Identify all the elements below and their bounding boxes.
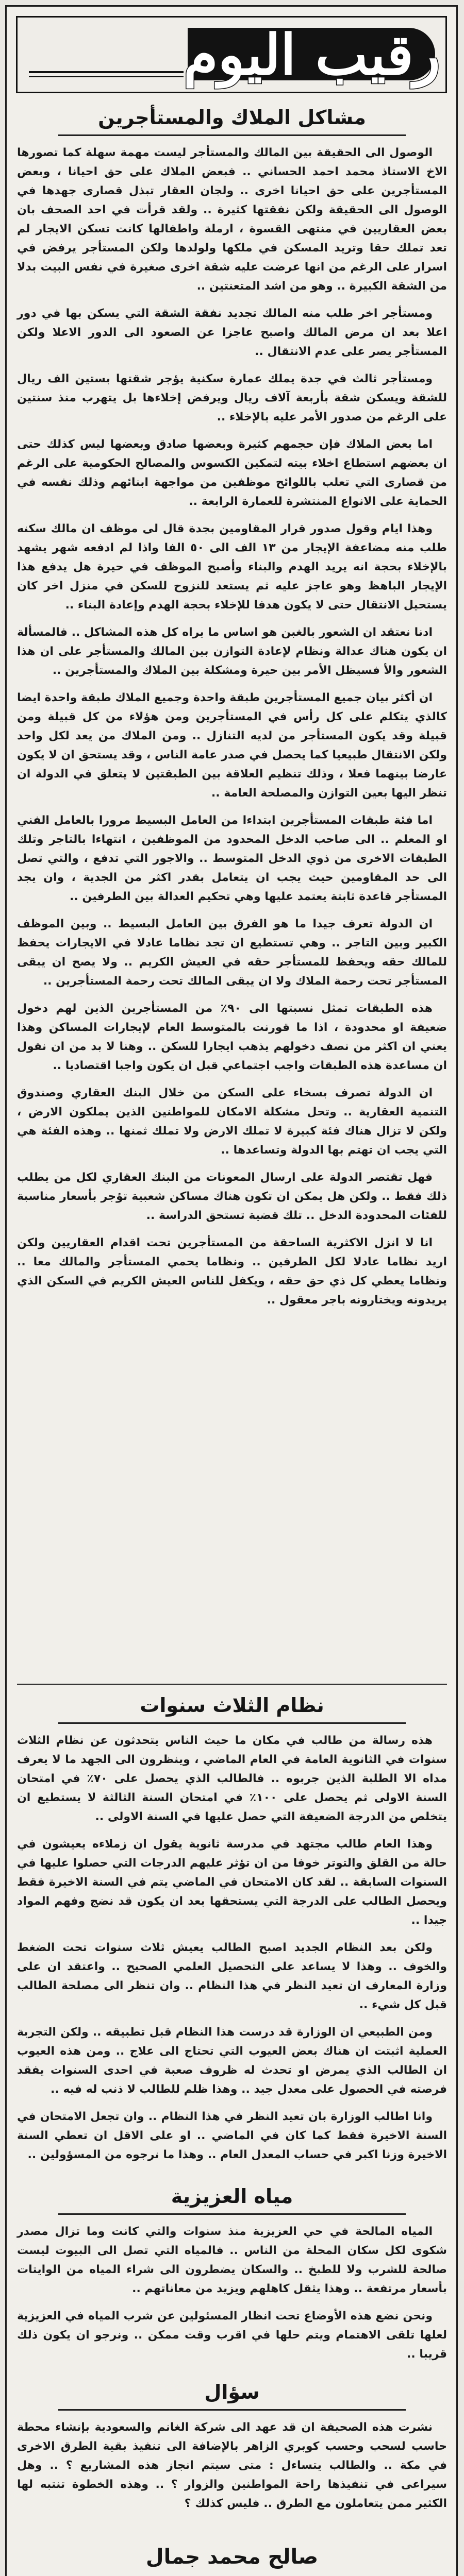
article-paragraph: فهل تقتصر الدولة على ارسال المعونات من البنك العقاري لكل من يطلب ذلك فقط .. ولكن هل يمكن ان تكون هناك مساكن شعبية تؤجر بأسعار مناسبة للفئات المحدودة الدخل .. تلك قضية تستحق الدراسة .. [17, 1171, 447, 1222]
article-three-years [17, 1692, 447, 2173]
article-paragraph: اما فئة طبقات المستأجرين ابتداءا من العامل البسيط مرورا بالعامل الفني او المعلم .. الى صاحب الدخل المحدود من الموظفين ، انتهاءا بالتاجر وتلك الطبقات الاخرى من ذوي الدخل المتوسط .. والاجور التي تدفع ، والتي تصل الى حد المقاومين حيث يجب ان يتعامل بقدر اكثر من الجدية ، وان يجد المستأجر قاعدة ثابتة يعتمد عليها وهي تحكيم العدالة بين الطرفين .. [17, 814, 447, 903]
article-paragraph: ومستأجر ثالث في جدة يملك عمارة سكنية يؤجر شقتها بستين الف ريال للشقة ويسكن شقة بأربعة آلاف ريال ويرفض إخلاءها بل يتهرب منذ سنتين على الرغم من صدور الأمر عليه بالإخلاء .. [17, 372, 447, 423]
heading-underline [58, 2213, 406, 2215]
section-divider [17, 1684, 447, 1685]
article-paragraph: ادنا نعتقد ان الشعور بالغبن هو اساس ما يراه كل هذه المشاكل .. فالمسألة ان يكون هناك عدالة ونظام لإعادة التوازن بين المالك والمستأجر على ان هذا الشعور والأ فسيظل الأمر بين حيرة ومشكلة بين الملاك والمستأجرين .. [17, 626, 447, 677]
article-aziziyah-water [17, 2183, 447, 2372]
heading-underline [58, 2409, 406, 2411]
article-paragraph: ونحن نضع هذه الأوضاع تحت انظار المسئولين عن شرب المياه في العزيزية لعلها تلقى الاهتمام ويتم حلها في اقرب وقت ممكن .. ونرجو ان يكون ذلك قريبا .. [17, 2310, 447, 2361]
article-paragraph: هذه الطبقات تمثل نسبتها الى ٩٠٪ من المستأجرين الذين لهم دخول ضعيفة او محدودة ، اذا ما قورنت بالمتوسط العام لإيجارات المساكن وهذا يعني ان اكثر من نصف دخولهم يذهب ايجارا للسكن .. وهنا لا بد من ان نقول ان مساعدة هذه الطبقات واجب اجتماعي قبل ان يكون واجبا اقتصاديا .. [17, 1002, 447, 1072]
article-question [17, 2379, 447, 2521]
newspaper-column [5, 5, 458, 2576]
article-paragraph: ان الدولة تصرف بسخاء على السكن من خلال البنك العقاري وصندوق التنمية العقارية .. وتحل مشكلة الامكان للمواطنين الذين يملكون الارض ، ولكن لا تزال هناك فئة كبيرة لا تملك الارض ولا تملك ثمنها .. وهذه الفئة هي التي يجب ان تهتم بها الدولة وتساعدها .. [17, 1087, 447, 1157]
article-paragraph: انا لا انزل الاكثرية الساحقة من المستأجرين تحت اقدام العقاريين ولكن اريد نظاما عادلا لكل الطرفين .. ونظاما يحمي المستأجر والمالك معا .. ونظاما يعطي كل ذي حق حقه ، ويكفل للناس العيش الكريم في السكن الذي يريدونه ويختارونه باجر معقول .. [17, 1236, 447, 1307]
article-paragraph: وهذا ايام وقول صدور قرار المقاومين بجدة قال لى موظف ان مالك سكنه طلب منه مضاعفة الإيجار من ١٣ الف الى ٥٠ الفا واذا لم ادفعه شهر يشهد بالإخلاء بحجة انه يريد الهدم والبناء وأصبح الموظف في حيرة هل يدفع هذا الإيجار الباهظ وهو عاجز عليه ثم يستعد للنزوح للسكن في منزل اخر كان يستحيل الانتقال حتى لا يكون هدفا للإخلاء بحجة الهدم وإعادة البناء .. [17, 522, 447, 612]
article-heading: مشاكل الملاك والمستأجرين [98, 106, 366, 129]
heading-underline [58, 134, 406, 136]
article-paragraph: وانا اطالب الوزارة بان تعيد النظر في هذا النظام .. وان تجعل الامتحان في السنة الاخيرة فقط كما كان في الماضي .. او على الاقل ان تعطي السنة الاخيرة وزنا اكبر في حساب المعدل العام .. وهذا ما نرجوه من المسؤولين .. [17, 2110, 447, 2161]
article-paragraph: المياه المالحة في حي العزيزية منذ سنوات والتي كانت وما تزال مصدر شكوى لكل سكان المحلة من الناس .. فالمياه التي تصل الى البيوت ليست صالحة للشرب ولا للطبخ .. والسكان يضطرون الى شراء المياه من الوايتات بأسعار مرتفعة .. وهذا يثقل كاهلهم ويزيد من معاناتهم .. [17, 2225, 447, 2295]
heading-underline [58, 1722, 406, 1724]
article-heading: سؤال [204, 2381, 260, 2403]
article-heading: مياه العزيزية [171, 2185, 293, 2208]
article-paragraph: ان أكثر بيان جميع المستأجرين طبقة واحدة وجميع الملاك طبقة واحدة ايضا كالذي يتكلم على كل رأس في المستأجرين ومن هؤلاء من كل قبيلة ومن قبيلة وقد يكون المستأجر من لديه التنازل .. ومن الملاك من يعد لكل واحد ولكن الانتقال طبيعيا كما يحصل في صدر عامة الناس ، وقد يستحق ان لا يكون عارضا بينهما فعلا ، وذلك تنظيم العلاقة بين الطبقتين لا يتعلق في الدولة ان تنظر اليها بعين التوازن والمصلحة العامة .. [17, 691, 447, 800]
masthead [16, 16, 447, 93]
column-title: رقيب اليوم [183, 23, 440, 88]
author-signature: صالح محمد جمال [145, 2545, 319, 2569]
article-paragraph: ومن الطبيعي ان الوزارة قد درست هذا النظام قبل تطبيقه .. ولكن التجربة العملية اثبتت ان هناك بعض العيوب التي تحتاج الى علاج .. ومن هذه العيوب ان الطالب الذي يمرض او تحدث له ظروف صعبة في احدى السنوات يفقد فرصته في الحصول على معدل جيد .. وهذا ظلم للطالب لا ذنب له فيه .. [17, 2026, 447, 2096]
article-paragraph: هذه رسالة من طالب في مكان ما حيث الناس يتحدثون عن نظام الثلاث سنوات في الثانوية العامة في العام الماضي ، وينظرون الى الجهد ما لا يعرف مداه الا الطلبة الذين جربوه .. فالطالب الذي يحصل على ٧٠٪ في امتحان السنة الاولى ثم يحصل على ١٠٠٪ في امتحان السنة الثالثة لا يستطيع ان يتخلص من الدرجة الضعيفة التي حصل عليها في السنة الاولى .. [17, 1734, 447, 1823]
article-paragraph: وهذا العام طالب مجتهد في مدرسة ثانوية يقول ان زملاءه يعيشون في حالة من القلق والتوتر خوفا من ان تؤثر عليهم الدرجات التي حصلوا عليها في السنوات السابقة .. لقد كان الامتحان في الماضي يتم في السنة الاخيرة فقط ويحصل الطالب على الدرجة التي يستحقها بعد ان يكون قد نضج وفهم المواد جيدا .. [17, 1838, 447, 1927]
article-heading: نظام الثلاث سنوات [140, 1694, 324, 1717]
article-paragraph: نشرت هذه الصحيفة ان قد عهد الى شركة الغانم والسعودية بإنشاء محطة حاسب لسحب وحسب كوبري الزاهر بالإضافة الى تنفيذ بقية الطرق الاخرى في مكة .. والطالب يتساءل : متى سيتم انجاز هذه المشاريع ؟ .. وهل سيراعى في تنفيذها راحة المواطنين والزوار ؟ .. وهذه الخطوة تنتبه لها الكثير ممن يتعاملون مع الطرق .. فليس كذلك ؟ [17, 2421, 447, 2510]
article-tenants [17, 105, 447, 1318]
article-paragraph: ان الدولة تعرف جيدا ما هو الفرق بين العامل البسيط .. وبين الموظف الكبير وبين التاجر .. وهي تستطيع ان تجد نظاما عادلا في الايجارات يحفظ للمالك حقه ويحفظ للمستأجر حقه في العيش الكريم .. ولا يصح ان يبقى المستأجر تحت رحمة الملاك ولا ان يبقى المالك تحت رحمة المستأجرين .. [17, 918, 447, 988]
article-paragraph: الوصول الى الحقيقة بين المالك والمستأجر ليست مهمة سهلة كما تصورها الاخ الاستاذ محمد احمد الحساني .. فبعض الملاك على حق احيانا ، وبعض المستأجرين على حق احيانا اخرى .. ولجان العقار تبذل قصارى جهدها في الوصول الى الحقيقة ولكن نفقتها كثيرة .. ولقد قرأت في احد الصحف بان بعض العقاريين في منتهى القسوة ، ارملة واطفالها كانت تسكن الايجار لم تعد تملك حقا وتريد المسكن في ملكها ولولدها ولكن المستأجر يرفض في اسرار على الرغم من انها عرضت عليه شقة اخرى صغيرة في نفس البيت بدلا من الشقة الكبيرة .. وهو من اشد المتعنتين .. [17, 146, 447, 293]
article-paragraph: ولكن بعد النظام الجديد اصبح الطالب يعيش ثلاث سنوات تحت الضغط والخوف .. وهذا لا يساعد على التحصيل العلمي الصحيح .. واعتقد ان على وزارة المعارف ان تعيد النظر في هذا النظام .. وان تنظر الى مصلحة الطالب قبل كل شيء .. [17, 1941, 447, 2011]
article-paragraph: اما بعض الملاك فإن حجمهم كثيرة وبعضها صادق وبعضها ليس كذلك حتى ان بعضهم استطاع اخلاء بيته لتمكين الكسوس والمصالح الحكومية على الرغم من قصارى التي تعلب باللوائح موظفين من مواجهة ابنائهم وذلك نفسه في الحماية على الانواع المنتشرة للعمارة الرابعة .. [17, 438, 447, 508]
article-paragraph: ومستأجر اخر طلب منه المالك تجديد نفقة الشقة التي يسكن بها في دور اعلا بعد ان مرض المالك واصبح عاجزا عن الصعود الى الدور الاعلا ولكن المستأجر يصر على عدم الانتقال .. [17, 307, 447, 358]
